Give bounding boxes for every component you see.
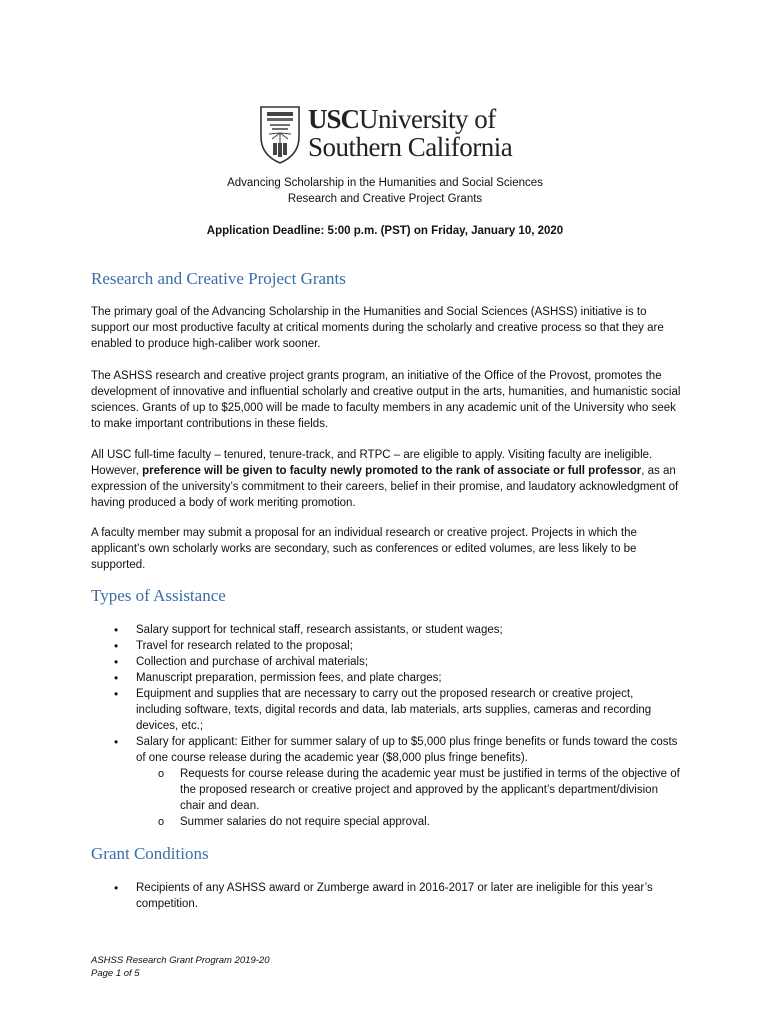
list-item: • Manuscript preparation, permission fees, and plate charges; [91, 670, 681, 686]
logo-wordmark [308, 105, 512, 161]
assistance-list [91, 622, 681, 830]
application-deadline: Application Deadline: 5:00 p.m. (PST) on Friday, January 10, 2020 [206, 225, 564, 237]
sub-list [136, 766, 681, 830]
eligibility-text-b: , as an expression of the university’s commitment to their careers, belief in their promise, and laudatory acknowledgment of having produced a body of work meriting promotion. [91, 465, 679, 509]
section-heading-grant-conditions: Grant Conditions [91, 844, 209, 863]
logo-usc: USC [308, 104, 360, 134]
paragraph-eligibility [91, 447, 685, 511]
conditions-list [91, 880, 681, 912]
section-heading-research-grants: Research and Creative Project Grants [91, 269, 346, 288]
list-item: • Equipment and supplies that are necessary to carry out the proposed research or creative project, including software, texts, digital records and data, lab materials, arts supplies, cameras and recording devices, etc.; [91, 686, 681, 734]
footer-page-number: Page 1 of 5 [91, 968, 140, 979]
header-line-2: Research and Creative Project Grants [287, 193, 483, 205]
footer-program-name: ASHSS Research Grant Program 2019-20 [91, 955, 270, 966]
paragraph-program-description: The ASHSS research and creative project grants program, an initiative of the Office of the Provost, promotes the development of innovative and influential scholarly and creative output in the arts, humanities, and humanistic social sciences. Grants of up to $25,000 will be made to faculty members in any academic unit of the University who seek to make important contributions in these fields. [91, 370, 681, 430]
list-item: • Recipients of any ASHSS award or Zumberge award in 2016-2017 or later are ineligible for this year’s competition. [91, 880, 681, 912]
paragraph-proposal-scope: A faculty member may submit a proposal for an individual research or creative project. Projects in which the applicant’s own scholarly works are secondary, such as conferences or edited volumes, are less likely to be supported. [91, 527, 637, 571]
eligibility-text-a: All USC full-time faculty – tenured, tenure-track, and RTPC – are eligible to apply. Visiting faculty are ineligible. However, [91, 449, 653, 477]
list-item [91, 734, 681, 830]
list-item: • Collection and purchase of archival materials; [91, 654, 681, 670]
logo-university-of: University of [359, 104, 496, 134]
section-heading-types-of-assistance: Types of Assistance [91, 586, 226, 605]
list-item: • Travel for research related to the proposal; [91, 638, 681, 654]
eligibility-preference: preference will be given to faculty newly promoted to the rank of associate or full professor [142, 465, 642, 477]
logo-southern-california: Southern California [308, 132, 513, 162]
list-item: • Salary support for technical staff, research assistants, or student wages; [91, 622, 681, 638]
sub-list-item: o Summer salaries do not require special approval. [136, 814, 681, 830]
header-line-1: Advancing Scholarship in the Humanities and Social Sciences [227, 177, 543, 189]
usc-logo [258, 103, 518, 165]
sub-list-item: o Requests for course release during the academic year must be justified in terms of the objective of the proposed research or creative project and approved by the applicant’s department/division chair and dean. [136, 766, 681, 814]
list-item-text: Salary for applicant: Either for summer salary of up to $5,000 plus fringe benefits or funds toward the costs of one course release during the academic year ($8,000 plus fringe benefits). [136, 736, 678, 764]
usc-seal-icon [258, 103, 302, 165]
paragraph-primary-goal: The primary goal of the Advancing Scholarship in the Humanities and Social Sciences (ASHSS) initiative is to support our most productive faculty at critical moments during the scholarly and creative process so that they are enabled to produce high-caliber work sooner. [91, 306, 664, 350]
